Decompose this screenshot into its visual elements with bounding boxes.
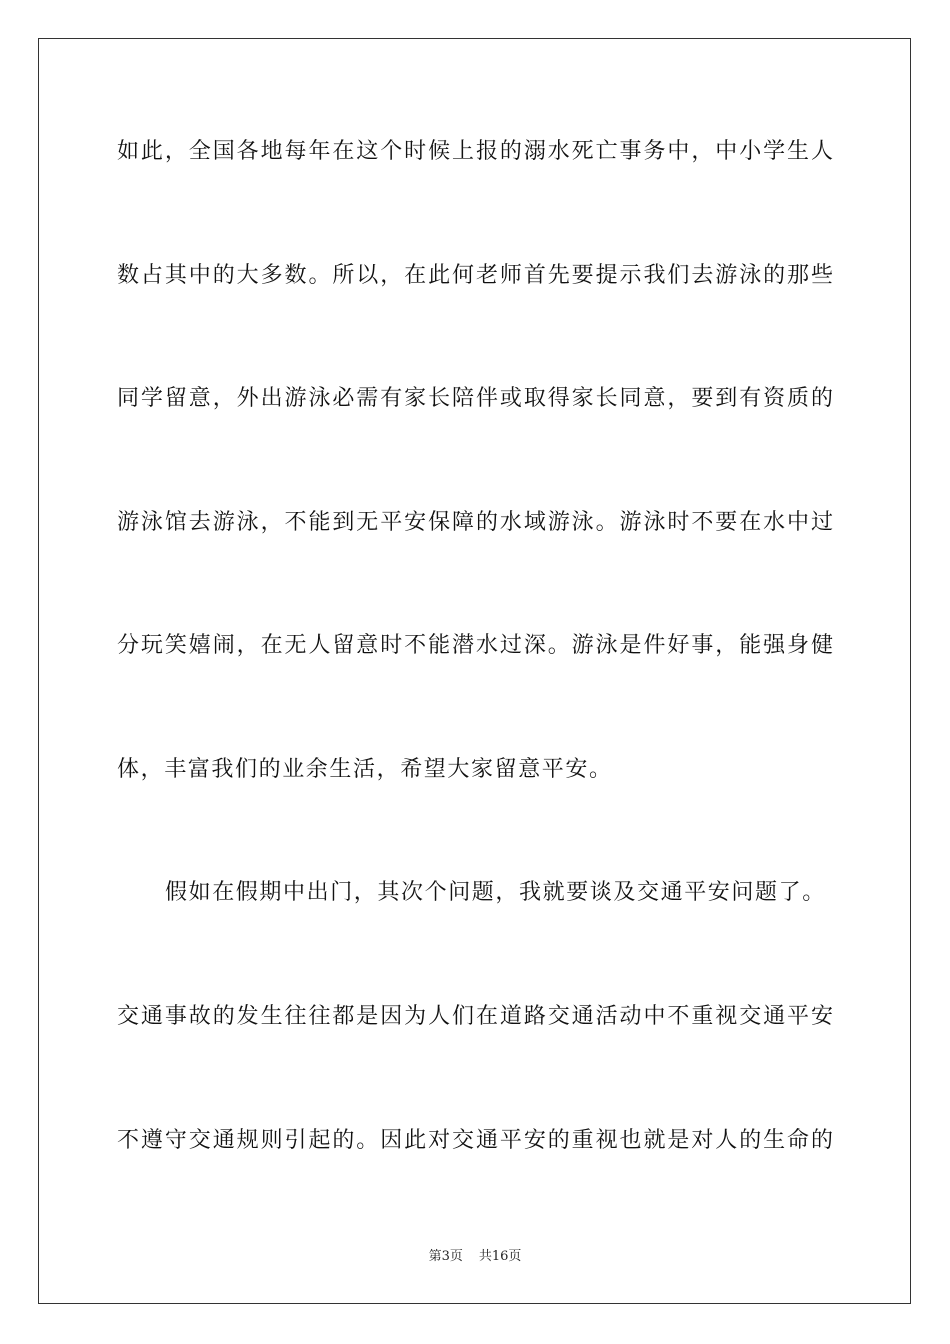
body-text-line-9: 不遵守交通规则引起的。因此对交通平安的重视也就是对人的生命的: [117, 1128, 833, 1153]
body-text-line-8: 交通事故的发生往往都是因为人们在道路交通活动中不重视交通平安: [117, 1004, 833, 1029]
body-text-line-1: 如此，全国各地每年在这个时候上报的溺水死亡事务中，中小学生人: [117, 139, 833, 164]
page-total: 共16页: [478, 1249, 522, 1264]
body-text-line-4: 游泳馆去游泳，不能到无平安保障的水域游泳。游泳时不要在水中过: [117, 510, 833, 535]
body-text-line-7: 假如在假期中出门，其次个问题，我就要谈及交通平安问题了。: [165, 880, 826, 905]
body-text-line-5: 分玩笑嬉闹，在无人留意时不能潜水过深。游泳是件好事，能强身健: [117, 633, 833, 658]
page-number: 第3页: [428, 1249, 463, 1264]
body-text-line-2: 数占其中的大多数。所以，在此何老师首先要提示我们去游泳的那些: [117, 263, 833, 288]
body-text-line-3: 同学留意，外出游泳必需有家长陪伴或取得家长同意，要到有资质的: [117, 386, 833, 411]
page-footer: [0, 1249, 950, 1265]
body-text-line-6: 体，丰富我们的业余生活，希望大家留意平安。: [117, 757, 613, 782]
page-border: [38, 38, 911, 1304]
